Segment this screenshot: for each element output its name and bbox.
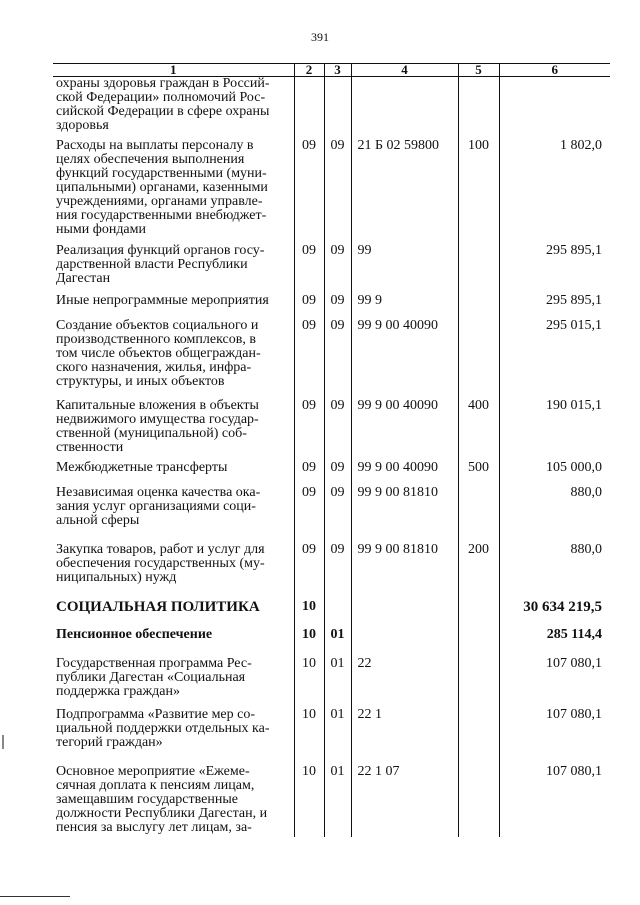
row-name: Независимая оценка качества ока- зания услуг организациями соци- альной сферы [56, 484, 261, 528]
row-amount: 107 080,1 [499, 708, 610, 765]
row-target-article: 99 9 00 40090 [351, 461, 458, 486]
row-amount: 107 080,1 [499, 657, 610, 708]
row-target-article: 22 1 [351, 708, 458, 765]
row-amount: 105 000,0 [499, 461, 610, 486]
row-amount: 880,0 [499, 543, 610, 600]
budget-table [53, 63, 610, 837]
row-section-code: 10 [294, 765, 324, 837]
row-expense-type [458, 486, 499, 543]
row-amount: 295 015,1 [499, 319, 610, 399]
row-subsection-code: 09 [324, 319, 351, 399]
row-subsection-code: 09 [324, 244, 351, 294]
row-expense-type [458, 765, 499, 837]
header-col-2: 2 [294, 64, 324, 77]
row-subsection-code: 09 [324, 399, 351, 461]
row-target-article [351, 600, 458, 628]
row-section-code: 09 [294, 244, 324, 294]
table-row [53, 765, 610, 837]
row-target-article: 99 9 00 40090 [351, 319, 458, 399]
row-name: Основное мероприятие «Ежеме- сячная доплата к пенсиям лицам, замещавшим государственные должности Республики Дагестан, и пенсия за выслугу лет лицам, за- [56, 763, 268, 835]
row-section-code: 10 [294, 600, 324, 628]
row-subsection-code: 01 [324, 628, 351, 657]
row-subsection-code [324, 77, 351, 139]
row-amount [499, 77, 610, 139]
row-subsection-code: 09 [324, 294, 351, 319]
page-number: 391 [311, 30, 329, 44]
row-section-code: 10 [294, 708, 324, 765]
row-section-code [294, 77, 324, 139]
row-target-article: 99 9 00 81810 [351, 486, 458, 543]
footer-rule [0, 896, 70, 897]
row-expense-type [458, 600, 499, 628]
row-name: Создание объектов социального и производственного комплексов, в том числе объектов общеграждан- ского назначения, жилья, инфра- структуры, и иных объектов [56, 317, 261, 389]
row-expense-type: 400 [458, 399, 499, 461]
row-expense-type [458, 708, 499, 765]
row-amount: 107 080,1 [499, 765, 610, 837]
row-name: охраны здоровья граждан в Россий- ской Федерации» полномочий Рос- сийской Федерации в сфере охраны здоровья [56, 76, 270, 133]
header-col-4: 4 [351, 64, 458, 77]
row-target-article [351, 628, 458, 657]
row-subsection-code: 09 [324, 486, 351, 543]
margin-mark [2, 735, 4, 749]
row-amount: 1 802,0 [499, 139, 610, 244]
row-expense-type [458, 294, 499, 319]
row-target-article: 99 [351, 244, 458, 294]
row-expense-type [458, 244, 499, 294]
row-amount: 295 895,1 [499, 294, 610, 319]
table-row [53, 628, 610, 657]
row-name: Подпрограмма «Развитие мер со- циальной поддержки отдельных ка- тегорий граждан» [56, 706, 270, 750]
row-name: Государственная программа Рес- публики Дагестан «Социальная поддержка граждан» [56, 655, 252, 699]
table-row [53, 294, 610, 319]
table-row [53, 399, 610, 461]
row-subsection-code: 01 [324, 765, 351, 837]
row-amount: 285 114,4 [499, 628, 610, 657]
row-expense-type: 200 [458, 543, 499, 600]
row-section-code: 09 [294, 399, 324, 461]
row-subsection-code: 09 [324, 461, 351, 486]
row-target-article: 99 9 00 40090 [351, 399, 458, 461]
row-section-code: 09 [294, 543, 324, 600]
row-name: Закупка товаров, работ и услуг для обеспечения государственных (му- ниципальных) нужд [56, 541, 265, 585]
row-expense-type [458, 657, 499, 708]
row-expense-type [458, 77, 499, 139]
row-target-article: 22 [351, 657, 458, 708]
row-section-code: 09 [294, 461, 324, 486]
header-col-1: 1 [53, 64, 294, 77]
table-row [53, 600, 610, 628]
row-section-code: 10 [294, 657, 324, 708]
table-body [53, 77, 610, 837]
row-name: Иные непрограммные мероприятия [56, 292, 269, 308]
table-row [53, 543, 610, 600]
row-amount: 880,0 [499, 486, 610, 543]
row-subsection-code: 01 [324, 708, 351, 765]
row-subsection-code: 01 [324, 657, 351, 708]
table-row [53, 657, 610, 708]
row-target-article: 99 9 [351, 294, 458, 319]
row-section-code: 09 [294, 139, 324, 244]
row-section-code: 09 [294, 319, 324, 399]
row-amount: 30 634 219,5 [499, 600, 610, 628]
row-target-article: 22 1 07 [351, 765, 458, 837]
row-name: Пенсионное обеспечение [56, 626, 213, 642]
row-expense-type [458, 319, 499, 399]
table-row [53, 486, 610, 543]
row-name: СОЦИАЛЬНАЯ ПОЛИТИКА [56, 598, 260, 615]
row-target-article [351, 77, 458, 139]
header-col-3: 3 [324, 64, 351, 77]
table-row [53, 708, 610, 765]
table-row [53, 461, 610, 486]
row-subsection-code [324, 600, 351, 628]
row-subsection-code: 09 [324, 139, 351, 244]
row-expense-type [458, 628, 499, 657]
header-col-6: 6 [499, 64, 610, 77]
row-name: Расходы на выплаты персоналу в целях обеспечения выполнения функций государственными (муни- ципальными) органами, казенными учреждениями, органами управле- ния государственными внебюджет- ными фондами [56, 137, 268, 237]
row-name: Реализация функций органов госу- дарственной власти Республики Дагестан [56, 242, 265, 286]
table-row [53, 139, 610, 244]
row-name: Межбюджетные трансферты [56, 459, 228, 475]
row-amount: 295 895,1 [499, 244, 610, 294]
header-col-5: 5 [458, 64, 499, 77]
table-row [53, 319, 610, 399]
row-section-code: 10 [294, 628, 324, 657]
row-section-code: 09 [294, 294, 324, 319]
row-name: Капитальные вложения в объекты недвижимого имущества государ- ственной (муниципальной) соб- ственности [56, 397, 259, 455]
row-target-article: 99 9 00 81810 [351, 543, 458, 600]
table-row [53, 77, 610, 139]
row-subsection-code: 09 [324, 543, 351, 600]
table-header-row [53, 64, 610, 77]
row-target-article: 21 Б 02 59800 [351, 139, 458, 244]
row-amount: 190 015,1 [499, 399, 610, 461]
row-expense-type: 100 [458, 139, 499, 244]
table-row [53, 244, 610, 294]
row-section-code: 09 [294, 486, 324, 543]
row-expense-type: 500 [458, 461, 499, 486]
